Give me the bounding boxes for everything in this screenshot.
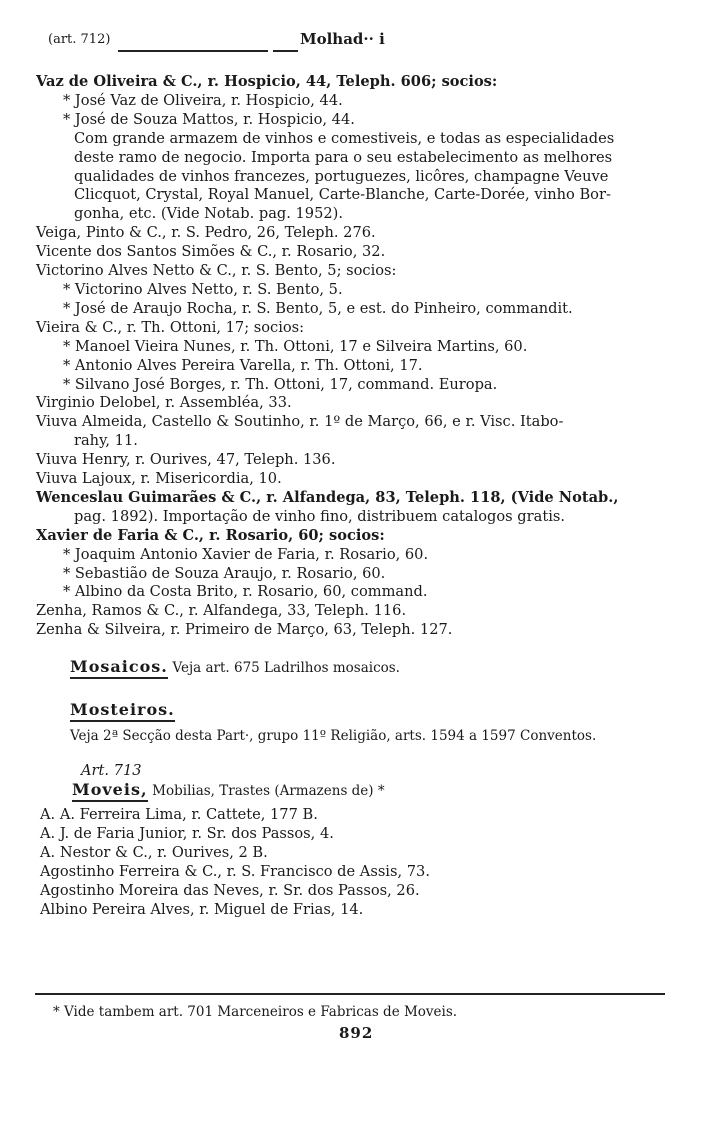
page-number: 892 <box>339 1024 374 1042</box>
list-item: Albino Pereira Alves, r. Miguel de Frias, 14. <box>40 900 364 918</box>
section-mosteiros <box>36 701 676 746</box>
list-item: Agostinho Ferreira & C., r. S. Francisco de Assis, 73. <box>40 862 430 880</box>
entry: * Silvano José Borges, r. Th. Ottoni, 17, command. Europa. <box>63 375 498 393</box>
entry: * José de Araujo Rocha, r. S. Bento, 5, e est. do Pinheiro, commandit. <box>63 299 573 317</box>
entry: * José de Souza Mattos, r. Hospicio, 44. <box>63 110 355 128</box>
section-note: Veja 2ª Secção desta Part·, grupo 11º Religião, arts. 1594 a 1597 Conventos. <box>70 728 597 745</box>
entry: qualidades de vinhos francezes, portuguezes, licôres, champagne Veuve <box>74 167 609 185</box>
header-article-ref: (art. 712) <box>48 32 111 47</box>
entry: pag. 1892). Importação de vinho fino, distribuem catalogos gratis. <box>74 507 565 525</box>
section-title: Mosteiros. <box>70 701 175 722</box>
entry: Vicente dos Santos Simões & C., r. Rosario, 32. <box>36 243 386 261</box>
entry: * José Vaz de Oliveira, r. Hospicio, 44. <box>63 91 343 109</box>
footnote-rule <box>35 993 665 995</box>
entry: rahy, 11. <box>74 432 138 450</box>
entry: gonha, etc. (Vide Notab. pag. 1952). <box>74 205 343 223</box>
entry: * Sebastião de Souza Araujo, r. Rosario, 60. <box>63 564 386 582</box>
entry: * Joaquim Antonio Xavier de Faria, r. Rosario, 60. <box>63 545 429 563</box>
page-header <box>48 30 678 52</box>
section-title: Mosaicos. <box>70 658 168 679</box>
moveis-list <box>36 806 676 919</box>
entry: Zenha, Ramos & C., r. Alfandega, 33, Teleph. 116. <box>36 602 407 620</box>
list-item: A. J. de Faria Junior, r. Sr. dos Passos, 4. <box>40 824 334 842</box>
footnote: * Vide tambem art. 701 Marceneiros e Fabricas de Moveis. <box>53 1004 458 1020</box>
entry: Zenha & Silveira, r. Primeiro de Março, 63, Teleph. 127. <box>36 621 453 639</box>
section-moveis-heading <box>36 781 676 802</box>
section-mosaicos <box>36 658 676 679</box>
entry: Victorino Alves Netto & C., r. S. Bento, 5; socios: <box>36 262 397 280</box>
entry: * Victorino Alves Netto, r. S. Bento, 5. <box>63 280 343 298</box>
entry: Viuva Henry, r. Ourives, 47, Teleph. 136. <box>36 451 336 469</box>
article-number: Art. 713 <box>81 762 142 780</box>
entry: Wenceslau Guimarães & C., r. Alfandega, 83, Teleph. 118, (Vide Notab., <box>36 488 619 506</box>
entry: * Antonio Alves Pereira Varella, r. Th. Ottoni, 17. <box>63 356 423 374</box>
entry: * Manoel Vieira Nunes, r. Th. Ottoni, 17 e Silveira Martins, 60. <box>63 337 528 355</box>
entry: * Albino da Costa Brito, r. Rosario, 60, command. <box>63 583 428 601</box>
entry: Clicquot, Crystal, Royal Manuel, Carte-Blanche, Carte-Dorée, vinho Bor- <box>74 186 611 204</box>
section-subtitle: Mobilias, Trastes (Armazens de) * <box>152 783 385 799</box>
header-rule-mid <box>273 50 298 52</box>
entry: Veiga, Pinto & C., r. S. Pedro, 26, Teleph. 276. <box>36 224 376 242</box>
header-rule-left <box>118 50 268 52</box>
entry: Virginio Delobel, r. Assembléa, 33. <box>36 394 292 412</box>
list-item: A. A. Ferreira Lima, r. Cattete, 177 B. <box>40 806 318 823</box>
entry: Xavier de Faria & C., r. Rosario, 60; socios: <box>36 526 385 544</box>
entry: Com grande armazem de vinhos e comestiveis, e todas as especialidades <box>74 129 615 147</box>
entry: Vieira & C., r. Th. Ottoni, 17; socios: <box>36 318 305 336</box>
header-title: Molhad·· i <box>300 30 385 48</box>
entry: Viuva Lajoux, r. Misericordia, 10. <box>36 470 282 488</box>
section-title: Moveis, <box>72 781 148 802</box>
entries-body <box>36 73 676 919</box>
entry: Viuva Almeida, Castello & Soutinho, r. 1º de Março, 66, e r. Visc. Itabo- <box>36 413 564 431</box>
section-note: Veja art. 675 Ladrilhos mosaicos. <box>172 660 400 677</box>
entry: deste ramo de negocio. Importa para o seu estabelecimento as melhores <box>74 148 613 166</box>
list-item: A. Nestor & C., r. Ourives, 2 B. <box>40 843 268 861</box>
list-item: Agostinho Moreira das Neves, r. Sr. dos Passos, 26. <box>40 881 420 899</box>
entry: Vaz de Oliveira & C., r. Hospicio, 44, Teleph. 606; socios: <box>36 73 498 90</box>
